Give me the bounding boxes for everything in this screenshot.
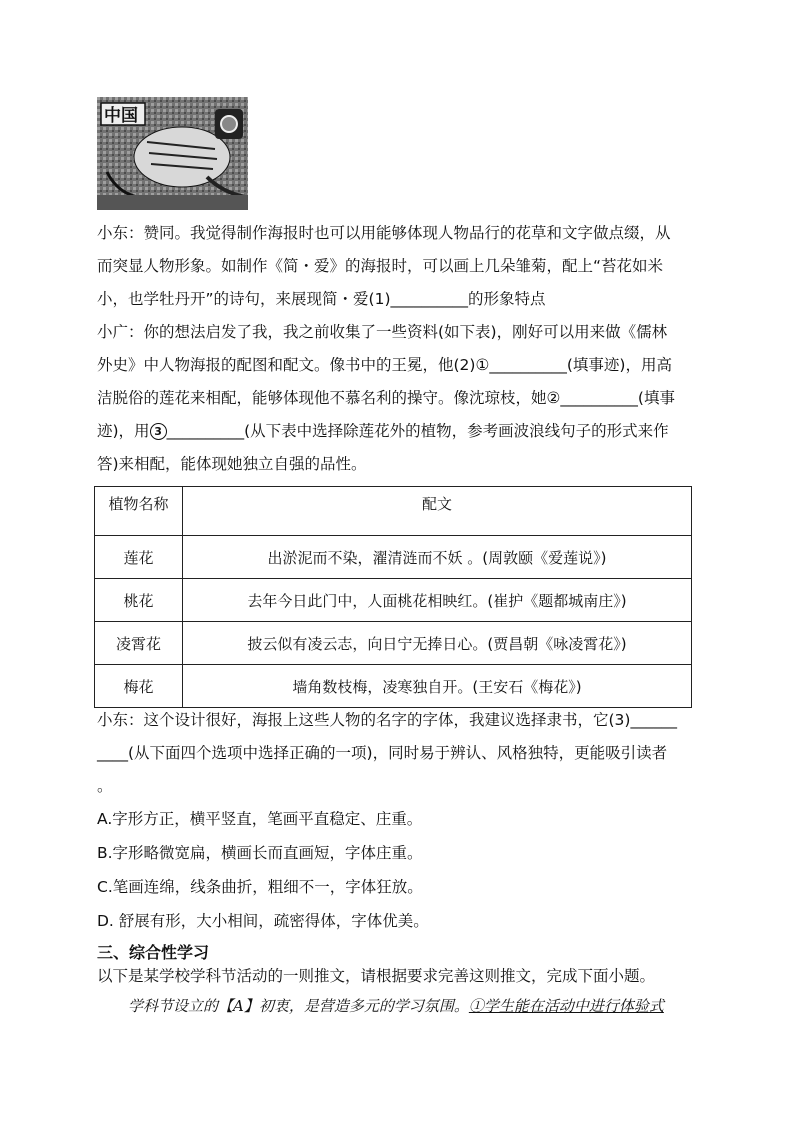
text-line: 洁脱俗的莲花来相配，能够体现他不慕名利的操守。像沈琼枝，她②__________(填事 [97,389,675,407]
text-line: ____(从下面四个选项中选择正确的一项)，同时易于辨认、风格独特，更能吸引读者 [97,744,668,762]
text-line: 小东：这个设计很好，海报上这些人物的名字的字体，我建议选择隶书，它(3)______ [97,711,677,729]
poster-image [97,97,248,210]
poster-illustration [97,97,248,210]
text-line: 外史》中人物海报的配图和配文。像书中的王冕，他(2)①__________(填事迹)，用高 [97,356,672,374]
option-b[interactable]: B.字形略微宽扁，横画长而直画短，字体庄重。 [97,844,423,862]
tweet-underlined: ①学生能在活动中进行体验式 [468,997,664,1015]
header-plant-name: 植物名称 [95,487,183,536]
text-segment: __________(从下表中选择除莲花外的植物，参考画波浪线句子的形式来作 [166,422,669,440]
text-segment: 迹)，用 [97,422,150,440]
answer-options [97,802,697,938]
table-row [95,536,692,579]
header-caption: 配文 [183,487,692,536]
caption-cell: 去年今日此门中，人面桃花相映红。(崔护《题都城南庄》) [183,579,692,622]
tweet-text [128,995,664,1016]
plant-cell: 凌霄花 [95,622,183,665]
text-line [97,415,697,448]
table-header-row [95,487,692,536]
tweet-plain: 学科节设立的【A】初衷，是营造多元的学习氛围。 [128,997,469,1015]
plant-table [94,486,692,708]
text-line: 答)来相配，能体现她独立自强的品性。 [97,455,367,473]
text-line: 。 [97,777,113,795]
dialogue-xiaoguang [97,316,697,481]
text-line: 小广：你的想法启发了我，我之前收集了一些资料(如下表)，刚好可以用来做《儒林 [97,323,668,341]
dialogue-xiaodong-2 [97,704,697,803]
circled-number-3: 3 [150,423,167,440]
plant-cell: 莲花 [95,536,183,579]
table-row [95,665,692,708]
caption-cell: 墙角数枝梅，凌寒独自开。(王安石《梅花》) [183,665,692,708]
caption-cell: 披云似有凌云志，向日宁无捧日心。(贾昌朝《咏凌霄花》) [183,622,692,665]
option-a[interactable]: A.字形方正，横平竖直，笔画平直稳定、庄重。 [97,810,423,828]
plant-cell: 桃花 [95,579,183,622]
table-row [95,579,692,622]
plant-cell: 梅花 [95,665,183,708]
section-title: 三、综合性学习 [97,943,210,962]
text-line: 小东：赞同。我觉得制作海报时也可以用能够体现人物品行的花草和文字做点缀，从 [97,224,671,242]
option-d[interactable]: D. 舒展有形，大小相间，疏密得体，字体优美。 [97,912,429,930]
text-line: 小，也学牡丹开”的诗句，来展现简・爱(1)__________的形象特点 [97,290,546,308]
section-intro: 以下是某学校学科节活动的一则推文，请根据要求完善这则推文，完成下面小题。 [97,967,656,985]
poster-title: 中国 [104,106,138,126]
option-c[interactable]: C.笔画连绵，线条曲折，粗细不一，字体狂放。 [97,878,423,896]
table-row [95,622,692,665]
text-line: 而突显人物形象。如制作《简・爱》的海报时，可以画上几朵雏菊，配上“苔花如米 [97,257,664,275]
caption-cell: 出淤泥而不染，濯清涟而不妖 。(周敦颐《爱莲说》) [183,536,692,579]
dialogue-xiaodong-1 [97,217,697,316]
